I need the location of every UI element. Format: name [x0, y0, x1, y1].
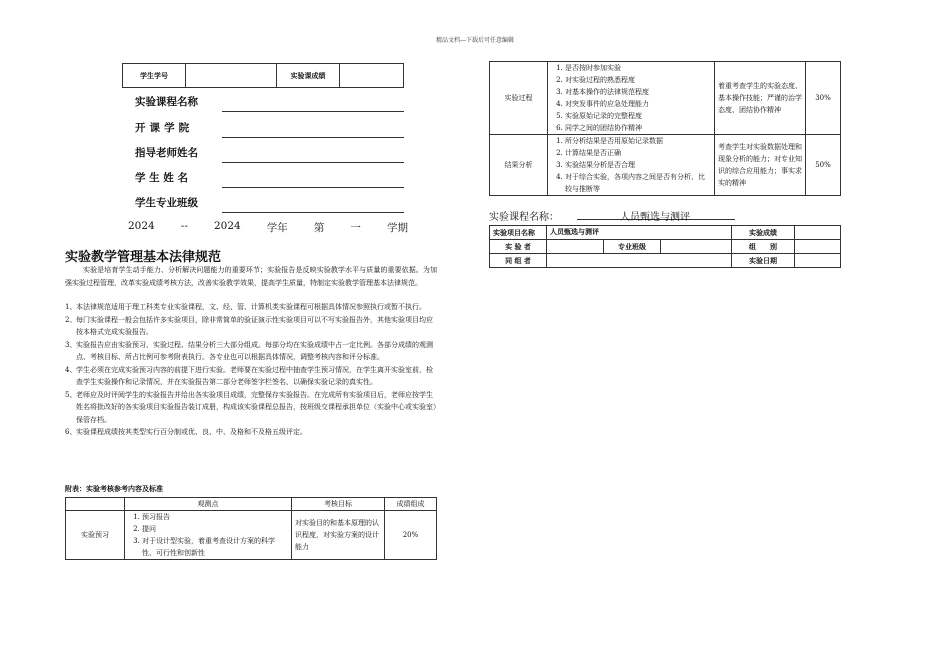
year-start: 2024 [128, 220, 155, 232]
course-name-value: 人员甄选与测评 [620, 212, 690, 223]
page-header: 精品文档---下载后可任意编辑 [435, 37, 515, 44]
row-pct: 20% [385, 511, 437, 560]
rule-number: 5、 [65, 390, 77, 399]
rule-item [65, 314, 437, 339]
student-id-cell[interactable] [186, 64, 277, 88]
assessment-header-row [66, 498, 437, 511]
teacher-line[interactable] [222, 162, 404, 163]
list-item: 3. 对基本操作的法律规范程度 [565, 86, 711, 98]
list-item: 3. 对于设计型实验，着重考查设计方案的科学性、可行性和创新性 [142, 535, 288, 559]
row-pct: 50% [806, 135, 841, 196]
rule-text: 实验课程成绩按其类型实行百分制或优、良、中、及格和不及格五级评定。 [76, 428, 307, 436]
rule-text: 老师应及时评阅学生的实验报告并给出各实验项目成绩，完整保存实验报告。在完成所有实验项目后，老师应按学生姓名将批改好的各实验项目实验报告装订成册，构成该实验课程总报告，按班级交课程承担单位（实验中心或实验室）保管存档。 [76, 390, 437, 424]
header-empty [66, 498, 125, 511]
header-observation: 观测点 [125, 498, 292, 511]
project-label: 实验项目名称 [490, 226, 547, 240]
teacher-label: 指导老师姓名 [135, 147, 198, 159]
student-id-label: 学生学号 [123, 64, 186, 88]
year-word: 学年 [266, 222, 288, 234]
experimenter-cell[interactable] [547, 240, 604, 254]
student-name-line[interactable] [222, 187, 404, 188]
group-label: 组 别 [732, 240, 795, 254]
rule-number: 1、 [65, 303, 77, 311]
row-goal: 着重考查学生的实验态度、基本操作技能；严谨的治学态度、团结协作精神 [715, 62, 806, 135]
list-item: 4. 对突发事件的应急处理能力 [565, 98, 711, 110]
row-pct: 30% [806, 62, 841, 135]
main-title: 实验教学管理基本法律规范 [65, 250, 222, 265]
list-item: 5. 实验原始记录的完整程度 [565, 110, 711, 122]
appendix-title: 附表：实验考核参考内容及标准 [65, 485, 163, 493]
list-item: 3. 实验结果分析是否合理 [565, 159, 711, 171]
table-row [490, 240, 841, 254]
header-goal: 考核目标 [292, 498, 385, 511]
college-line[interactable] [222, 137, 404, 138]
rule-text: 学生必须在完成实验预习内容的前提下进行实验。老师要在实验过程中抽查学生预习情况，在学生离开实验室前，检查学生实验操作和记录情况，并在实验报告第二部分老师签字栏签名，以确保实验记录的真实性。 [76, 365, 433, 386]
list-item: 2. 提问 [142, 523, 288, 535]
score-cell[interactable] [795, 226, 841, 240]
rule-item [65, 426, 437, 439]
list-item: 4. 对于综合实验，各项内容之间是否有分析、比较与推断等 [565, 171, 711, 195]
rule-number: 6、 [65, 428, 77, 436]
rule-item [65, 389, 437, 427]
table-row [490, 226, 841, 240]
semester-word: 学期 [386, 222, 408, 234]
assessment-table [65, 497, 437, 560]
college-label: 开 课 学 院 [135, 122, 190, 134]
row-name: 实验过程 [490, 62, 548, 135]
student-id-table [122, 63, 404, 88]
major-class-line[interactable] [222, 212, 404, 213]
partner-cell[interactable] [547, 254, 732, 268]
major-class-cell[interactable] [661, 240, 732, 254]
rule-number: 4、 [65, 365, 77, 374]
semester-number: 一 [350, 222, 361, 234]
list-item: 6. 同学之间的团结协作精神 [565, 122, 711, 134]
experiment-info-table [489, 225, 841, 268]
group-cell[interactable] [795, 240, 841, 254]
row-name: 结果分析 [490, 135, 548, 196]
rule-text: 实验报告应由实验预习、实验过程、结果分析三大部分组成。每部分均在实验成绩中占一定比例。各部分成绩的观测点、考核目标、所占比例可参考附表执行。各专业也可以根据具体情况，调整考核内容和评分标准。 [76, 340, 433, 361]
table-row [490, 62, 841, 135]
student-name-label: 学 生 姓 名 [135, 172, 188, 184]
list-item: 2. 计算结果是否正确 [565, 147, 711, 159]
rule-text: 本法律规范适用于理工科类专业实验课程，文、经、管、计算机类实验课程可根据具体情况参照执行或暂不执行。 [76, 303, 426, 311]
table-row [66, 511, 437, 560]
rule-text: 每门实验课程一般会包括许多实验项目，除非常简单的验证演示性实验项目可以不写实验报告外，其他实验项目均应按本格式完成实验报告。 [76, 315, 433, 336]
major-class-label: 专业班级 [604, 240, 661, 254]
assessment-table-continued [489, 61, 841, 196]
course-name-label: 实验课程名称 [135, 96, 198, 108]
row-items [548, 135, 715, 196]
row-items [125, 511, 292, 560]
rule-item [65, 364, 437, 389]
course-name-heading: 实验课程名称： [489, 212, 559, 223]
date-cell[interactable] [795, 254, 841, 268]
intro-paragraph: 实验是培育学生动手能力、分析解决问题能力的重要环节；实验报告是反映实验教学水平与质量的重要依据。为加强实验过程管理，改革实验成绩考核方法，改善实验教学效果，提高学生质量，特制定实验教学管理基本法律规范。 [65, 266, 437, 287]
list-item: 1. 是否按时参加实验 [565, 62, 711, 74]
rules-list [65, 301, 437, 439]
rule-number: 3、 [65, 340, 77, 349]
rule-item [65, 301, 437, 314]
score-label: 实验成绩 [732, 226, 795, 240]
course-score-cell[interactable] [340, 64, 404, 88]
list-item: 1. 所分析结果是否用原始记录数据 [565, 135, 711, 147]
year-end: 2024 [213, 220, 241, 232]
semester-prefix: 第 [313, 222, 325, 234]
partner-label: 同 组 者 [490, 254, 547, 268]
project-value[interactable]: 人员甄选与测评 [547, 226, 732, 240]
list-item: 1. 预习报告 [142, 511, 288, 523]
row-goal: 考查学生对实验数据处理和现象分析的能力；对专业知识的综合应用能力；事实求实的精神 [715, 135, 806, 196]
major-class-label: 学生专业班级 [135, 197, 198, 209]
table-row [490, 254, 841, 268]
year-dash: -- [180, 220, 188, 232]
row-items [548, 62, 715, 135]
date-label: 实验日期 [732, 254, 795, 268]
rule-number: 2、 [65, 315, 77, 324]
course-score-label: 实验课成绩 [277, 64, 340, 88]
header-score: 成绩组成 [385, 498, 437, 511]
course-name-line[interactable] [222, 111, 404, 112]
rule-item [65, 339, 437, 364]
academic-year-line [128, 220, 408, 235]
row-name: 实验预习 [66, 511, 125, 560]
table-row [490, 135, 841, 196]
experimenter-label: 实 验 者 [490, 240, 547, 254]
row-goal: 对实验目的和基本原理的认识程度，对实验方案的设计能力 [292, 511, 385, 560]
list-item: 2. 对实验过程的熟悉程度 [565, 74, 711, 86]
